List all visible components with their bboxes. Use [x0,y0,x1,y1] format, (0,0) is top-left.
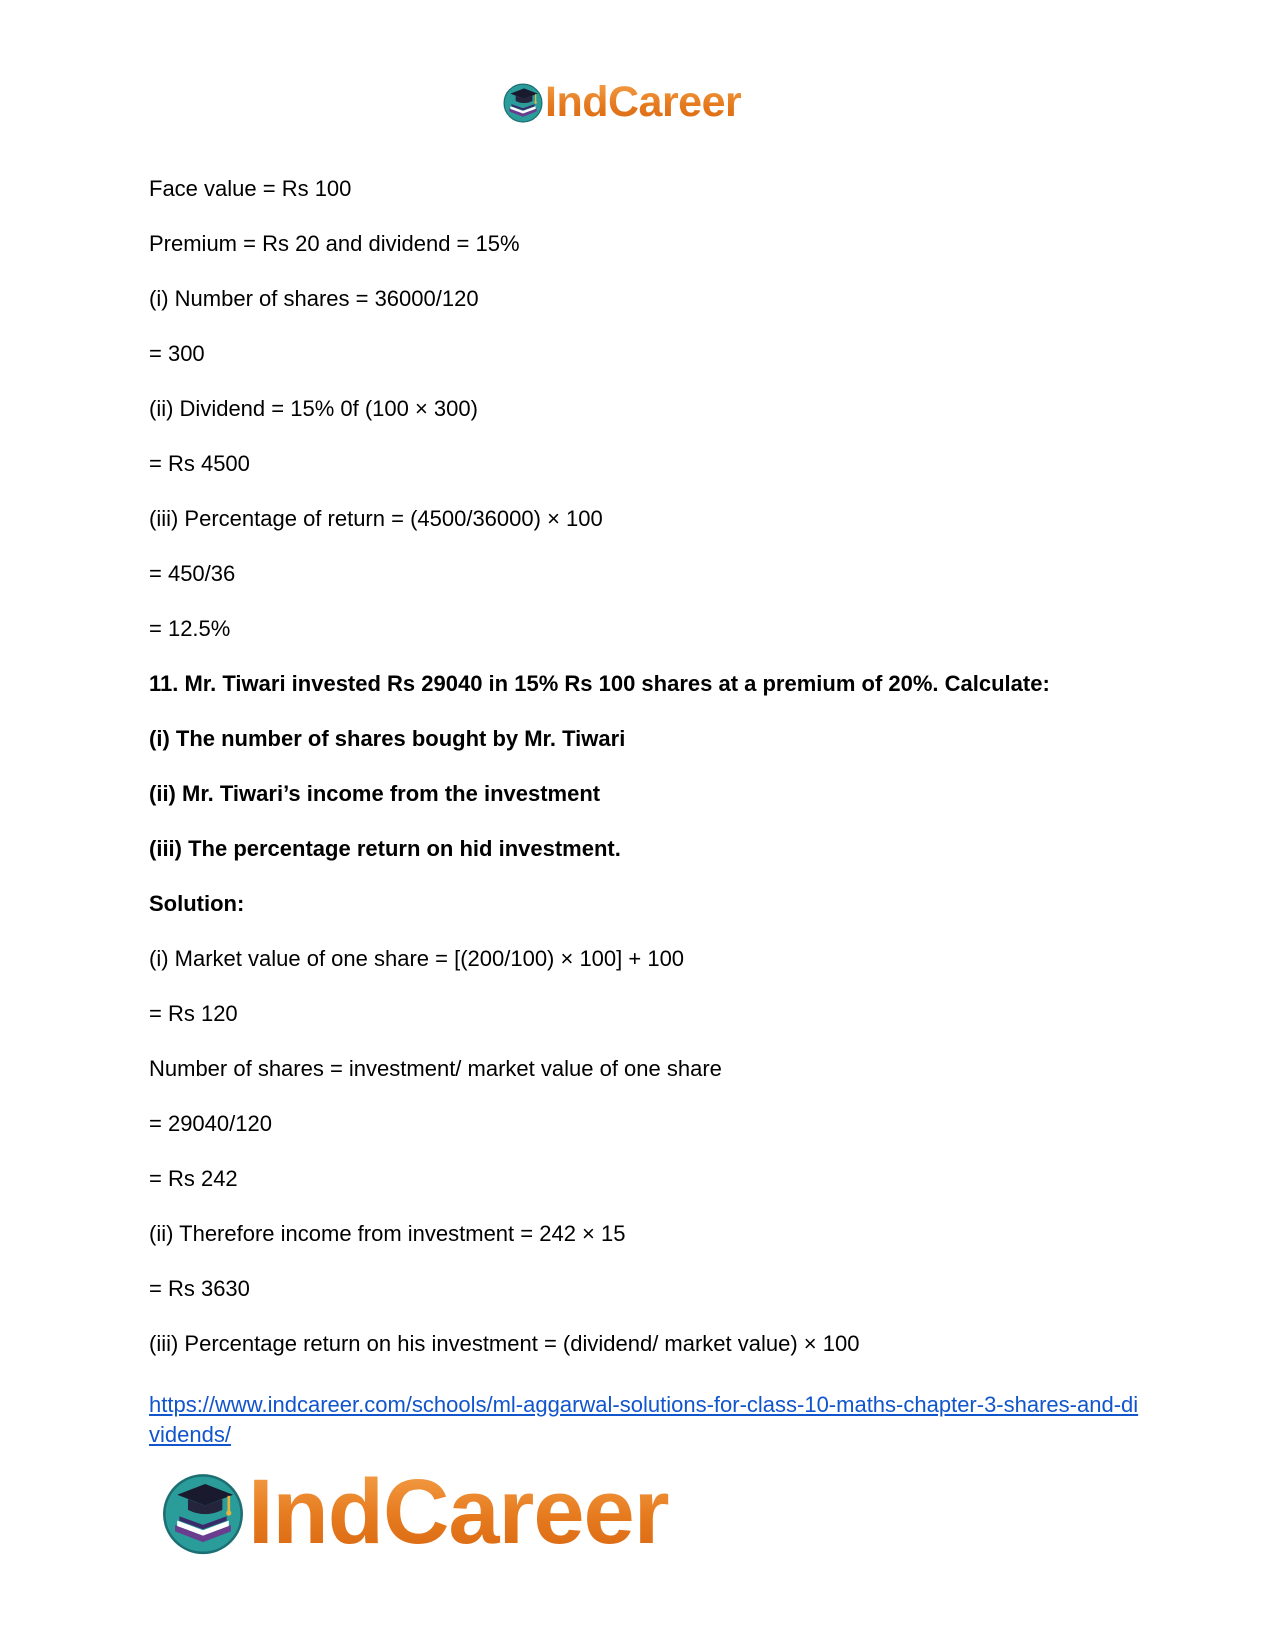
header-logo-text: IndCareer [545,77,742,126]
text-line: (i) Number of shares = 36000/120 [149,286,479,311]
question-line: Solution: [149,891,245,916]
question-line: (i) The number of shares bought by Mr. Tiwari [149,726,626,751]
source-link[interactable]: https://www.indcareer.com/schools/ml-aggarwal-solutions-for-class-10-maths-chapter-3-shares-and-dividends/ [149,1392,1139,1447]
text-line: Number of shares = investment/ market value of one share [149,1056,722,1081]
footer-logo [160,1461,669,1563]
graduation-book-icon [502,81,544,123]
text-line: (iii) Percentage return on his investment = (dividend/ market value) × 100 [149,1331,860,1356]
question-line: (ii) Mr. Tiwari’s income from the investment [149,781,601,806]
text-line: = Rs 4500 [149,451,250,476]
text-line: (iii) Percentage of return = (4500/36000) × 100 [149,506,603,531]
text-line: (ii) Therefore income from investment = 242 × 15 [149,1221,626,1246]
header-logo [502,77,742,126]
question-line: 11. Mr. Tiwari invested Rs 29040 in 15% Rs 100 shares at a premium of 20%. Calculate: [149,671,1050,696]
text-line: (i) Market value of one share = [(200/100) × 100] + 100 [149,946,685,971]
text-line: = Rs 242 [149,1166,238,1191]
text-line: = Rs 3630 [149,1276,250,1301]
document-body [149,176,1139,1386]
text-line: Face value = Rs 100 [149,176,352,201]
graduation-book-icon [160,1469,246,1555]
footer-logo-text: IndCareer [248,1461,669,1563]
text-line: = 12.5% [149,616,231,641]
text-line: (ii) Dividend = 15% 0f (100 × 300) [149,396,478,421]
text-line: = 450/36 [149,561,236,586]
text-line: = 300 [149,341,205,366]
question-line: (iii) The percentage return on hid investment. [149,836,621,861]
text-line: = Rs 120 [149,1001,238,1026]
text-line: = 29040/120 [149,1111,272,1136]
text-line: Premium = Rs 20 and dividend = 15% [149,231,520,256]
